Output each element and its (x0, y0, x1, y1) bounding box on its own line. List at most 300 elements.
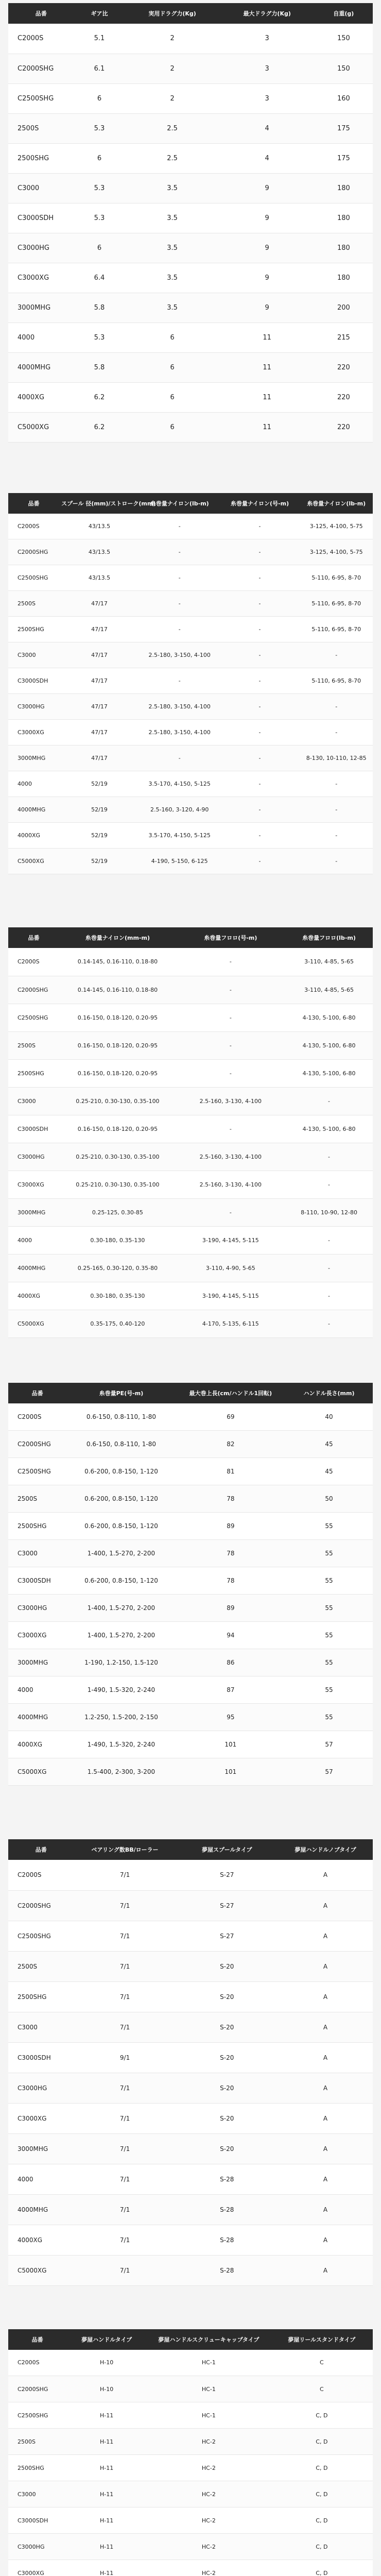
table-cell: 5-110, 6-95, 8-70 (300, 668, 373, 694)
model-cell: 2500SHG (8, 143, 74, 173)
table-row (8, 642, 373, 668)
table-cell: 215 (315, 323, 373, 352)
table-cell: A (278, 2133, 373, 2164)
table-cell: 1-400, 1.5-270, 2-200 (66, 1595, 176, 1622)
table-row (8, 1310, 373, 1337)
table-cell: A (278, 2012, 373, 2042)
table-cell: - (220, 617, 300, 642)
model-cell: 4000 (8, 1226, 59, 1254)
table-cell: - (140, 617, 220, 642)
table-cell: 2.5-160, 3-130, 4-100 (176, 1171, 285, 1198)
table-cell: - (140, 745, 220, 771)
table-cell: 1.2-250, 1.5-200, 2-150 (66, 1704, 176, 1731)
table-cell: HC-2 (147, 2455, 271, 2481)
table-cell: 78 (176, 1540, 285, 1567)
table-cell: 47/17 (59, 617, 140, 642)
table-cell: 2.5-160, 3-130, 4-100 (176, 1143, 285, 1171)
table-cell: 6 (74, 143, 125, 173)
table-cell: 6.1 (74, 54, 125, 83)
model-cell: C3000HG (8, 2534, 66, 2560)
table-cell: HC-1 (147, 2376, 271, 2402)
table-row (8, 2402, 373, 2429)
model-cell: 2500S (8, 1485, 66, 1513)
table-cell: 1-190, 1.2-150, 1.5-120 (66, 1649, 176, 1676)
model-cell: C2000SHG (8, 1431, 66, 1458)
table-header-row (8, 927, 373, 948)
table-cell: 150 (315, 54, 373, 83)
spec-table-pe-retrieve-handle (8, 1383, 373, 1786)
model-cell: C3000XG (8, 2560, 66, 2576)
table-row (8, 1981, 373, 2012)
spec-table-bearing-yumeya (8, 1839, 373, 2286)
column-header: スプール 径(mm)/ストローク(mm) (61, 500, 156, 507)
table-cell: C, D (271, 2429, 373, 2455)
table-row (8, 1567, 373, 1595)
table-cell: 43/13.5 (59, 514, 140, 539)
table-row (8, 83, 373, 113)
table-header-row (8, 2329, 373, 2350)
table-row (8, 2455, 373, 2481)
model-cell: 2500S (8, 1951, 74, 1981)
model-cell: C3000 (8, 173, 74, 203)
table-cell: 5.8 (74, 293, 125, 323)
table-cell: - (220, 694, 300, 720)
table-row (8, 1059, 373, 1087)
table-cell: 3.5 (125, 263, 220, 293)
table-cell: - (176, 1115, 285, 1143)
table-cell: - (300, 797, 373, 823)
model-cell: 2500S (8, 2429, 66, 2455)
column-header: 糸巻量PE(号-m) (99, 1389, 144, 1397)
model-cell: 4000 (8, 1676, 66, 1704)
spec-table-gear-drag-weight (8, 3, 373, 443)
spec-table-nylon-fluoro-capacity (8, 927, 373, 1338)
model-cell: 4000MHG (8, 1254, 59, 1282)
model-cell: C5000XG (8, 849, 59, 874)
table-row (8, 1087, 373, 1115)
table-cell: 5-110, 6-95, 8-70 (300, 617, 373, 642)
table-cell: 101 (176, 1731, 285, 1758)
model-cell: 2500SHG (8, 1981, 74, 2012)
table-cell: 2 (125, 54, 220, 83)
table-cell: 11 (220, 412, 315, 442)
table-cell: 78 (176, 1485, 285, 1513)
column-header-model: 品番 (31, 1389, 43, 1397)
table-cell: 11 (220, 382, 315, 412)
model-cell: C2500SHG (8, 1004, 59, 1031)
table-cell: 160 (315, 83, 373, 113)
table-cell: 180 (315, 263, 373, 293)
table-cell: A (278, 2255, 373, 2285)
table-header-row (8, 1383, 373, 1403)
column-header: 糸巻量ナイロン(lb-m) (307, 500, 366, 507)
table-cell: 55 (285, 1676, 373, 1704)
column-header: 夢屋リールスタンドタイプ (288, 2336, 356, 2343)
table-cell: A (278, 2164, 373, 2194)
table-cell: 7/1 (74, 1981, 176, 2012)
table-cell: 9 (220, 203, 315, 233)
model-cell: 4000XG (8, 1731, 66, 1758)
table-cell: 3.5 (125, 173, 220, 203)
table-cell: 0.6-200, 0.8-150, 1-120 (66, 1567, 176, 1595)
table-cell: 52/19 (59, 797, 140, 823)
table-row (8, 2042, 373, 2073)
model-cell: 3000MHG (8, 1649, 66, 1676)
column-header: 夢屋スプールタイプ (202, 1846, 252, 1853)
table-cell: - (285, 1143, 373, 1171)
table-cell: 0.25-210, 0.30-130, 0.35-100 (59, 1087, 176, 1115)
model-cell: C3000 (8, 1087, 59, 1115)
table-row (8, 1171, 373, 1198)
table-cell: S-20 (176, 2073, 278, 2103)
table-cell: 1-400, 1.5-270, 2-200 (66, 1540, 176, 1567)
table-row (8, 539, 373, 565)
table-cell: H-11 (66, 2429, 147, 2455)
table-cell: S-28 (176, 2255, 278, 2285)
table-cell: 52/19 (59, 849, 140, 874)
column-header: ベアリング数BB/ローラー (91, 1846, 159, 1853)
table-cell: HC-2 (147, 2481, 271, 2507)
table-cell: - (176, 1198, 285, 1226)
table-row (8, 1921, 373, 1951)
table-row (8, 2225, 373, 2255)
table-cell: 7/1 (74, 1951, 176, 1981)
table-cell: 0.14-145, 0.16-110, 0.18-80 (59, 976, 176, 1004)
model-cell: 4000MHG (8, 797, 59, 823)
table-cell: 9 (220, 233, 315, 263)
table-cell: - (220, 745, 300, 771)
table-cell: 150 (315, 24, 373, 54)
table-cell: 6 (125, 323, 220, 352)
table-cell: HC-2 (147, 2560, 271, 2576)
table-row (8, 823, 373, 849)
model-cell: 4000MHG (8, 2194, 74, 2225)
table-cell: 89 (176, 1595, 285, 1622)
table-row (8, 323, 373, 352)
table-row (8, 1758, 373, 1786)
table-cell: 3-110, 4-85, 5-65 (285, 976, 373, 1004)
model-cell: C3000HG (8, 233, 74, 263)
table-cell: 1.5-400, 2-300, 3-200 (66, 1758, 176, 1786)
model-cell: C2000S (8, 1860, 74, 1890)
table-row (8, 1890, 373, 1921)
model-cell: C2000S (8, 24, 74, 54)
table-cell: 2.5-160, 3-130, 4-100 (176, 1087, 285, 1115)
table-cell: S-20 (176, 2042, 278, 2073)
table-row (8, 771, 373, 797)
table-cell: C, D (271, 2534, 373, 2560)
table-cell: - (285, 1171, 373, 1198)
table-cell: 5.8 (74, 352, 125, 382)
table-cell: A (278, 1981, 373, 2012)
table-cell: 1-490, 1.5-320, 2-240 (66, 1676, 176, 1704)
table-row (8, 591, 373, 617)
table-cell: 4-190, 5-150, 6-125 (140, 849, 220, 874)
spec-table-spool-line-capacity (8, 493, 373, 875)
table-cell: H-11 (66, 2507, 147, 2534)
table-cell: - (300, 823, 373, 849)
table-cell: - (220, 565, 300, 591)
table-cell: S-27 (176, 1921, 278, 1951)
table-header-row (8, 493, 373, 514)
table-cell: C, D (271, 2481, 373, 2507)
model-cell: C2000SHG (8, 54, 74, 83)
table-cell: 3.5 (125, 293, 220, 323)
table-cell: 0.16-150, 0.18-120, 0.20-95 (59, 1059, 176, 1087)
table-cell: 6 (125, 382, 220, 412)
table-cell: 7/1 (74, 2133, 176, 2164)
table-cell: 9/1 (74, 2042, 176, 2073)
table-cell: 6 (125, 412, 220, 442)
model-cell: C2000S (8, 514, 59, 539)
table-cell: - (220, 823, 300, 849)
model-cell: 2500SHG (8, 617, 59, 642)
table-cell: 3 (220, 24, 315, 54)
table-cell: 55 (285, 1513, 373, 1540)
model-cell: C5000XG (8, 2255, 74, 2285)
table-cell: 3.5-170, 4-150, 5-125 (140, 823, 220, 849)
table-cell: A (278, 1921, 373, 1951)
model-cell: 4000XG (8, 2225, 74, 2255)
table-cell: - (176, 1059, 285, 1087)
table-cell: 52/19 (59, 823, 140, 849)
table-cell: 4-130, 5-100, 6-80 (285, 1059, 373, 1087)
model-cell: C2000SHG (8, 2376, 66, 2402)
table-row (8, 1004, 373, 1031)
table-cell: 3-110, 4-90, 5-65 (176, 1254, 285, 1282)
table-cell: 3-190, 4-145, 5-115 (176, 1282, 285, 1310)
column-header: 糸巻量フロロ(lb-m) (302, 935, 356, 941)
table-cell: 0.6-200, 0.8-150, 1-120 (66, 1485, 176, 1513)
table-cell: 3 (220, 83, 315, 113)
table-cell: 55 (285, 1595, 373, 1622)
table-cell: 2.5-180, 3-150, 4-100 (140, 694, 220, 720)
table-cell: 11 (220, 323, 315, 352)
table-cell: 0.6-150, 0.8-110, 1-80 (66, 1403, 176, 1431)
table-cell: 2 (125, 83, 220, 113)
model-cell: C3000SDH (8, 668, 59, 694)
table-cell: C, D (271, 2507, 373, 2534)
table-header-row (8, 1839, 373, 1860)
model-cell: C2000S (8, 948, 59, 976)
table-cell: A (278, 2194, 373, 2225)
table-row (8, 2194, 373, 2225)
table-row (8, 1622, 373, 1649)
table-row (8, 668, 373, 694)
table-row (8, 2073, 373, 2103)
table-row (8, 2103, 373, 2133)
table-cell: - (220, 720, 300, 745)
table-cell: - (220, 849, 300, 874)
table-cell: 7/1 (74, 2194, 176, 2225)
table-row (8, 2133, 373, 2164)
table-cell: - (220, 797, 300, 823)
table-cell: A (278, 1890, 373, 1921)
table-cell: 9 (220, 173, 315, 203)
table-row (8, 24, 373, 54)
table-header-row (8, 3, 373, 24)
table-row (8, 1403, 373, 1431)
column-header: 夢屋ハンドルタイプ (81, 2336, 132, 2343)
table-cell: H-10 (66, 2350, 147, 2376)
table-cell: C, D (271, 2455, 373, 2481)
table-cell: C (271, 2350, 373, 2376)
table-row (8, 2376, 373, 2402)
model-cell: C2000SHG (8, 976, 59, 1004)
table-cell: 8-110, 10-90, 12-80 (285, 1198, 373, 1226)
table-cell: - (220, 642, 300, 668)
model-cell: C5000XG (8, 1758, 66, 1786)
table-cell: - (176, 948, 285, 976)
table-cell: S-20 (176, 2133, 278, 2164)
table-row (8, 1540, 373, 1567)
table-cell: 0.25-165, 0.30-120, 0.35-80 (59, 1254, 176, 1282)
column-header: 実用ドラグ力(Kg) (148, 10, 196, 17)
table-cell: 5.3 (74, 113, 125, 143)
table-cell: 94 (176, 1622, 285, 1649)
model-cell: C3000HG (8, 694, 59, 720)
table-cell: - (285, 1226, 373, 1254)
table-row (8, 2350, 373, 2376)
model-cell: C3000SDH (8, 2507, 66, 2534)
table-row (8, 1143, 373, 1171)
model-cell: 2500SHG (8, 1059, 59, 1087)
table-cell: 45 (285, 1431, 373, 1458)
table-row (8, 2429, 373, 2455)
table-cell: C, D (271, 2402, 373, 2429)
table-cell: S-20 (176, 1981, 278, 2012)
table-row (8, 2507, 373, 2534)
table-cell: 86 (176, 1649, 285, 1676)
table-cell: 57 (285, 1758, 373, 1786)
table-row (8, 1731, 373, 1758)
table-cell: 180 (315, 173, 373, 203)
table-cell: 7/1 (74, 1860, 176, 1890)
model-cell: 4000XG (8, 382, 74, 412)
model-cell: 3000MHG (8, 293, 74, 323)
table-cell: 0.6-200, 0.8-150, 1-120 (66, 1513, 176, 1540)
table-cell: 6 (74, 233, 125, 263)
column-header-model: 品番 (35, 10, 47, 17)
table-cell: 0.30-180, 0.35-130 (59, 1282, 176, 1310)
table-cell: H-11 (66, 2560, 147, 2576)
table-cell: 4-130, 5-100, 6-80 (285, 1004, 373, 1031)
table-cell: 0.14-145, 0.16-110, 0.18-80 (59, 948, 176, 976)
table-cell: S-20 (176, 1951, 278, 1981)
table-cell: 5.1 (74, 24, 125, 54)
model-cell: C3000XG (8, 1622, 66, 1649)
model-cell: C3000SDH (8, 1567, 66, 1595)
table-cell: 0.16-150, 0.18-120, 0.20-95 (59, 1115, 176, 1143)
table-cell: 55 (285, 1649, 373, 1676)
table-row (8, 514, 373, 539)
model-cell: 3000MHG (8, 2133, 74, 2164)
table-row (8, 1115, 373, 1143)
table-cell: 78 (176, 1567, 285, 1595)
table-cell: 0.25-210, 0.30-130, 0.35-100 (59, 1171, 176, 1198)
table-row (8, 1198, 373, 1226)
table-cell: - (140, 668, 220, 694)
model-cell: C3000HG (8, 2073, 74, 2103)
model-cell: C2000SHG (8, 1890, 74, 1921)
table-cell: 7/1 (74, 2073, 176, 2103)
table-cell: 0.25-210, 0.30-130, 0.35-100 (59, 1143, 176, 1171)
table-row (8, 565, 373, 591)
table-cell: S-27 (176, 1890, 278, 1921)
table-row (8, 1226, 373, 1254)
table-cell: 57 (285, 1731, 373, 1758)
table-cell: 175 (315, 113, 373, 143)
model-cell: C2500SHG (8, 2402, 66, 2429)
table-row (8, 976, 373, 1004)
model-cell: C3000 (8, 642, 59, 668)
table-cell: H-10 (66, 2376, 147, 2402)
table-cell: A (278, 2225, 373, 2255)
table-cell: 220 (315, 352, 373, 382)
table-cell: 6.2 (74, 382, 125, 412)
column-header: ギア比 (91, 10, 108, 17)
table-cell: 47/17 (59, 591, 140, 617)
table-row (8, 1282, 373, 1310)
table-cell: 2.5-180, 3-150, 4-100 (140, 720, 220, 745)
table-cell: - (140, 565, 220, 591)
table-cell: 87 (176, 1676, 285, 1704)
table-cell: - (300, 694, 373, 720)
table-cell: 95 (176, 1704, 285, 1731)
model-cell: C5000XG (8, 1310, 59, 1337)
table-cell: - (220, 771, 300, 797)
table-cell: 55 (285, 1622, 373, 1649)
model-cell: C3000HG (8, 1143, 59, 1171)
table-cell: 7/1 (74, 1921, 176, 1951)
table-cell: HC-2 (147, 2534, 271, 2560)
table-cell: 101 (176, 1758, 285, 1786)
table-row (8, 1676, 373, 1704)
model-cell: C3000SDH (8, 203, 74, 233)
table-cell: - (300, 720, 373, 745)
table-cell: 0.35-175, 0.40-120 (59, 1310, 176, 1337)
table-cell: H-11 (66, 2481, 147, 2507)
table-cell: S-28 (176, 2164, 278, 2194)
table-cell: 7/1 (74, 2164, 176, 2194)
table-cell: 2.5 (125, 143, 220, 173)
model-cell: C2500SHG (8, 565, 59, 591)
table-cell: 81 (176, 1458, 285, 1485)
table-row (8, 2164, 373, 2194)
table-row (8, 849, 373, 874)
model-cell: 2500S (8, 591, 59, 617)
table-cell: 220 (315, 412, 373, 442)
table-cell: - (176, 976, 285, 1004)
table-cell: A (278, 2073, 373, 2103)
table-row (8, 352, 373, 382)
table-row (8, 1485, 373, 1513)
model-cell: C3000 (8, 2481, 66, 2507)
table-row (8, 54, 373, 83)
table-row (8, 173, 373, 203)
table-row (8, 1860, 373, 1890)
model-cell: C2500SHG (8, 1921, 74, 1951)
model-cell: 2500SHG (8, 1513, 66, 1540)
table-cell: 2.5-180, 3-150, 4-100 (140, 642, 220, 668)
table-cell: - (300, 642, 373, 668)
column-header: 最大巻上長(cm/ハンドル1回転) (189, 1389, 272, 1397)
table-cell: S-20 (176, 2012, 278, 2042)
table-cell: - (220, 514, 300, 539)
table-cell: 3.5 (125, 233, 220, 263)
table-row (8, 412, 373, 442)
table-row (8, 694, 373, 720)
